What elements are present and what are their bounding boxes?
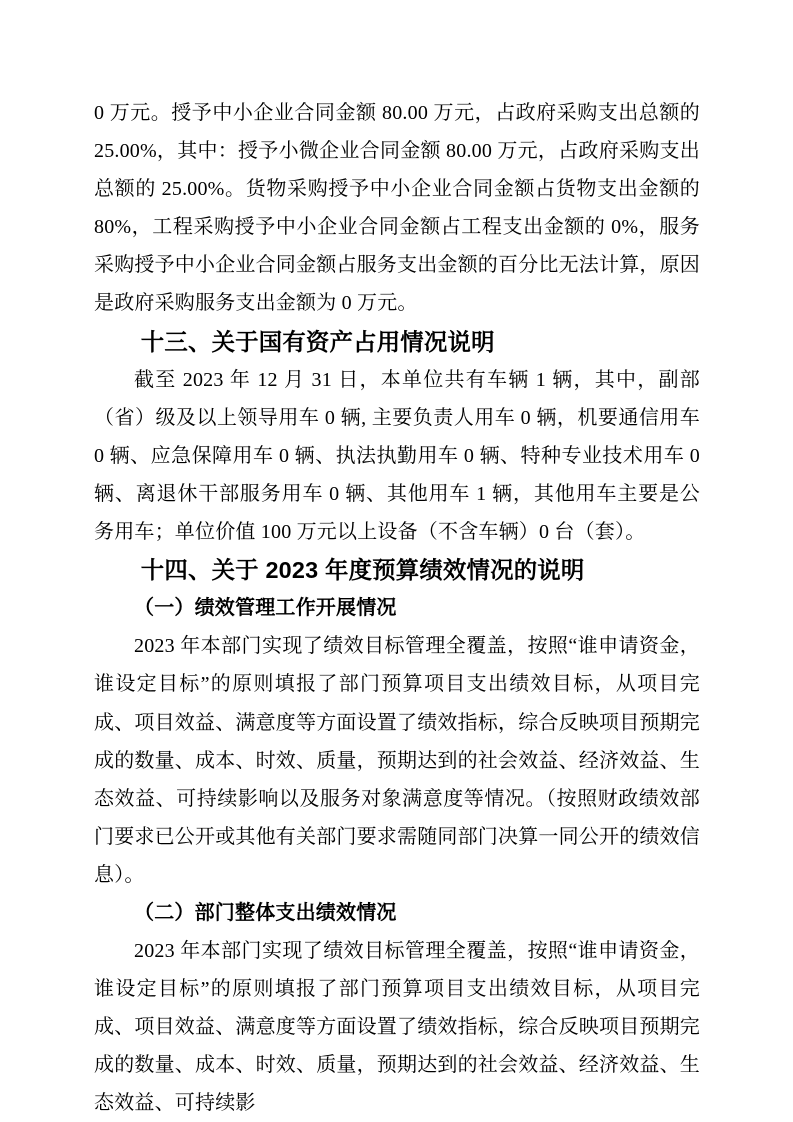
sub-heading-overall-expenditure-performance: （二）部门整体支出绩效情况 [134,901,397,924]
paragraph-procurement-smes: 0 万元。授予中小企业合同金额 80.00 万元，占政府采购支出总额的 25.00%，其中：授予小微企业合同金额 80.00 万元，占政府采购支出总额的 25.00%。货物采购授予中小企业合同金额占货物支出金额的 80%，工程采购授予中小企业合同金额占工程支出金额的 0%，服务采购授予中小企业合同金额占服务支出金额的百分比无法计算，原因是政府采购服务支出金额为 0 万元。 [94,102,700,315]
paragraph-performance-management: 2023 年本部门实现了绩效目标管理全覆盖，按照“谁申请资金，谁设定目标”的原则填报了部门预算项目支出绩效目标，从项目完成、项目效益、满意度等方面设置了绩效指标，综合反映项目预期完成的数量、成本、时效、质量，预期达到的社会效益、经济效益、生态效益、可持续影响以及服务对象满意度等情况。（按照财政绩效部门要求已公开或其他有关部门要求需随同部门决算一同公开的绩效信息）。 [94,635,700,886]
section-heading-14-budget-performance: 十四、关于 2023 年度预算绩效情况的说明 [140,557,585,584]
paragraph-overall-expenditure-performance: 2023 年本部门实现了绩效目标管理全覆盖，按照“谁申请资金，谁设定目标”的原则填报了部门预算项目支出绩效目标，从项目完成、项目效益、满意度等方面设置了绩效指标，综合反映项目预期完成的数量、成本、时效、质量，预期达到的社会效益、经济效益、生态效益、可持续影 [94,940,700,1115]
section-heading-13-state-assets: 十三、关于国有资产占用情况说明 [140,328,495,355]
document-content [94,94,700,1122]
sub-heading-performance-management: （一）绩效管理工作开展情况 [134,597,397,620]
paragraph-state-assets-vehicles: 截至 2023 年 12 月 31 日，本单位共有车辆 1 辆，其中，副部（省）级及以上领导用车 0 辆, 主要负责人用车 0 辆，机要通信用车 0 辆、应急保障用车 0 辆、执法执勤用车 0 辆、特种专业技术用车 0 辆、离退休干部服务用车 0 辆、其他用车 1 辆，其他用车主要是公务用车；单位价值 100 万元以上设备（不含车辆）0 台（套）。 [94,368,700,544]
